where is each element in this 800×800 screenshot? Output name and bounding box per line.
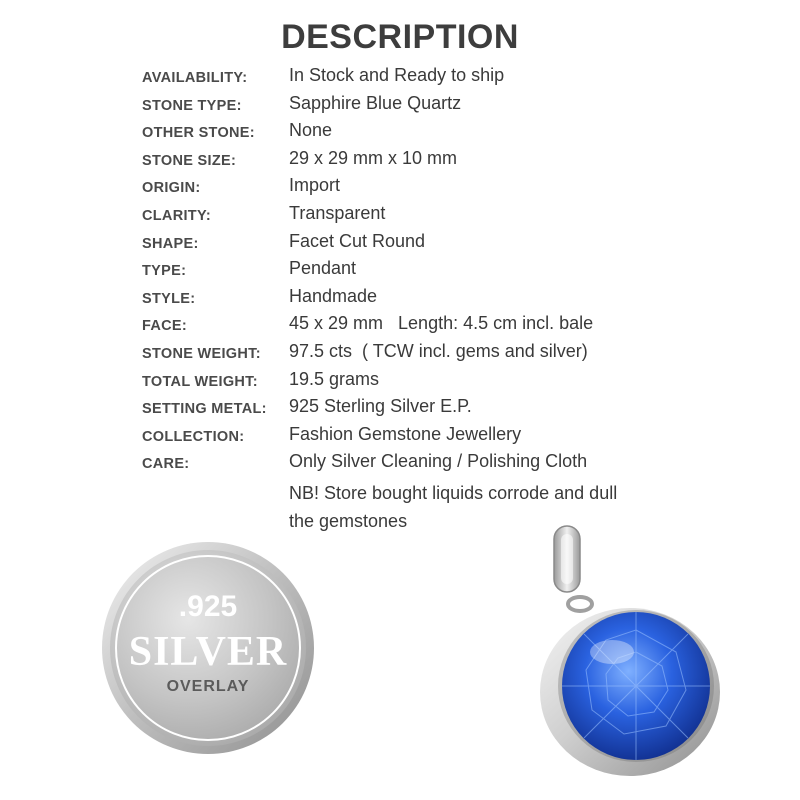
- spec-label: SETTING METAL:: [142, 401, 267, 418]
- page-title: DESCRIPTION: [281, 18, 519, 56]
- spec-label: STYLE:: [142, 290, 196, 307]
- silver-seal-icon: [100, 540, 316, 756]
- spec-row-availability: [142, 64, 702, 92]
- spec-value: Sapphire Blue Quartz: [289, 92, 462, 113]
- spec-row-style: [142, 285, 702, 313]
- spec-row-clarity: [142, 202, 702, 230]
- spec-label: STONE SIZE:: [142, 152, 237, 169]
- spec-value: 19.5 grams: [289, 368, 380, 389]
- spec-row-type: [142, 257, 702, 285]
- spec-value: 45 x 29 mm Length: 4.5 cm incl. bale: [289, 313, 594, 334]
- spec-row-stone-type: [142, 92, 702, 120]
- badge-overlay: OVERLAY: [166, 678, 250, 695]
- spec-label: ORIGIN:: [142, 180, 201, 197]
- spec-label: SHAPE:: [142, 235, 199, 252]
- spec-label: CLARITY:: [142, 207, 211, 224]
- spec-row-setting-metal: [142, 395, 702, 423]
- badge-silver: SILVER: [128, 629, 288, 675]
- spec-label: COLLECTION:: [142, 428, 245, 445]
- spec-value: 97.5 cts ( TCW incl. gems and silver): [289, 340, 588, 361]
- spec-row-shape: [142, 230, 702, 258]
- spec-list: [142, 64, 702, 478]
- spec-value: Pendant: [289, 258, 357, 279]
- spec-label: TOTAL WEIGHT:: [142, 373, 258, 390]
- spec-row-other-stone: [142, 119, 702, 147]
- spec-label: TYPE:: [142, 263, 187, 280]
- spec-row-total-weight: [142, 368, 702, 396]
- care-note-line-1: NB! Store bought liquids corrode and dull: [289, 483, 618, 503]
- spec-value: 925 Sterling Silver E.P.: [289, 396, 472, 417]
- spec-row-collection: [142, 423, 702, 451]
- spec-value: 29 x 29 mm x 10 mm: [289, 147, 458, 168]
- spec-label: STONE WEIGHT:: [142, 345, 261, 362]
- spec-value: None: [289, 120, 333, 141]
- spec-value: Facet Cut Round: [289, 230, 426, 251]
- spec-row-care: [142, 450, 702, 478]
- spec-value: Handmade: [289, 285, 378, 306]
- badge-925: .925: [178, 590, 238, 623]
- spec-value: Transparent: [289, 202, 386, 223]
- spec-row-stone-size: [142, 147, 702, 175]
- spec-value: In Stock and Ready to ship: [289, 65, 505, 85]
- care-note-line-2: the gemstones: [289, 511, 408, 531]
- spec-value: Only Silver Cleaning / Polishing Cloth: [289, 451, 588, 472]
- spec-row-stone-weight: [142, 340, 702, 368]
- spec-label: CARE:: [142, 456, 190, 473]
- spec-value: Import: [289, 175, 341, 196]
- blue-pendant-image: [520, 520, 720, 780]
- spec-label: AVAILABILITY:: [142, 70, 248, 86]
- spec-label: OTHER STONE:: [142, 125, 255, 142]
- spec-label: STONE TYPE:: [142, 97, 242, 114]
- spec-label: FACE:: [142, 318, 187, 335]
- pendant-graphic: [520, 520, 720, 780]
- spec-value: Fashion Gemstone Jewellery: [289, 423, 522, 444]
- spec-row-origin: [142, 174, 702, 202]
- spec-row-face: [142, 312, 702, 340]
